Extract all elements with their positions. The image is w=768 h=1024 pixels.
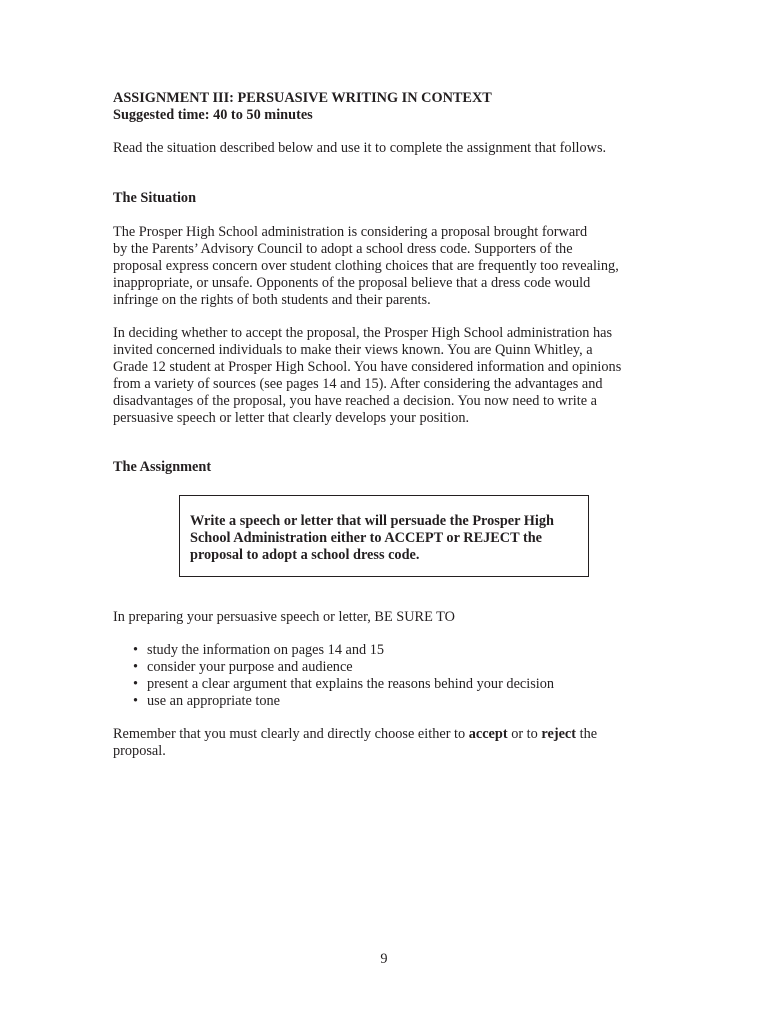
assignment-header <box>113 90 658 124</box>
reminder-text: or to <box>507 726 542 742</box>
assignment-title: ASSIGNMENT III: PERSUASIVE WRITING IN CONTEXT <box>113 90 492 106</box>
preparation-lead: In preparing your persuasive speech or letter, BE SURE TO <box>113 609 455 625</box>
bullet-icon: • <box>133 693 139 709</box>
reminder-text: the <box>576 726 598 742</box>
preparation-lead-block <box>113 609 658 626</box>
list-item <box>113 676 658 693</box>
assignment-prompt <box>190 513 585 564</box>
situation-line: invited concerned individuals to make their views known. You are Quinn Whitley, a <box>113 342 593 358</box>
reject-emphasis: reject <box>541 726 577 742</box>
situation-line: Grade 12 student at Prosper High School. You have considered information and opinions <box>113 359 622 375</box>
preparation-checklist <box>113 642 658 710</box>
reminder-text: Remember that you must clearly and directly choose either to <box>113 726 469 742</box>
list-item <box>113 642 658 659</box>
situation-line: from a variety of sources (see pages 14 and 15). After considering the advantages and <box>113 376 603 392</box>
list-item-text: consider your purpose and audience <box>147 659 353 675</box>
assignment-heading: The Assignment <box>113 459 212 475</box>
situation-line: The Prosper High School administration is considering a proposal brought forward <box>113 224 588 240</box>
page-number: 9 <box>380 951 388 967</box>
situation-line: by the Parents’ Advisory Council to adopt a school dress code. Supporters of the <box>113 241 573 257</box>
situation-line: proposal express concern over student clothing choices that are frequently too revealing, <box>113 258 619 274</box>
suggested-time: Suggested time: 40 to 50 minutes <box>113 107 313 123</box>
situation-line: inappropriate, or unsafe. Opponents of the proposal believe that a dress code would <box>113 275 591 291</box>
situation-line: infringe on the rights of both students and their parents. <box>113 292 431 308</box>
bullet-icon: • <box>133 676 139 692</box>
assignment-prompt-box <box>179 495 589 577</box>
situation-heading: The Situation <box>113 190 197 206</box>
situation-paragraph-2 <box>113 325 658 427</box>
bullet-icon: • <box>133 659 139 675</box>
reminder-line <box>113 726 658 743</box>
assignment-prompt-line: proposal to adopt a school dress code. <box>190 547 420 563</box>
list-item-text: present a clear argument that explains the reasons behind your decision <box>147 676 555 692</box>
situation-line: In deciding whether to accept the proposal, the Prosper High School administration has <box>113 325 613 341</box>
assignment-prompt-line: School Administration either to ACCEPT or REJECT the <box>190 530 543 546</box>
list-item-text: use an appropriate tone <box>147 693 280 709</box>
assignment-prompt-line: Write a speech or letter that will persuade the Prosper High <box>190 513 554 529</box>
list-item <box>113 659 658 676</box>
situation-heading-block <box>113 190 658 207</box>
reminder-line-2: proposal. <box>113 743 166 759</box>
intro-instruction <box>113 140 658 157</box>
situation-paragraph-1 <box>113 224 658 309</box>
checklist <box>113 642 658 710</box>
list-item <box>113 693 658 710</box>
list-item-text: study the information on pages 14 and 15 <box>147 642 385 658</box>
situation-line: persuasive speech or letter that clearly develops your position. <box>113 410 470 426</box>
bullet-icon: • <box>133 642 139 658</box>
accept-emphasis: accept <box>468 726 508 742</box>
intro-text: Read the situation described below and use it to complete the assignment that follows. <box>113 140 607 156</box>
reminder-block <box>113 726 658 760</box>
assignment-heading-block <box>113 459 658 476</box>
situation-line: disadvantages of the proposal, you have reached a decision. You now need to write a <box>113 393 597 409</box>
